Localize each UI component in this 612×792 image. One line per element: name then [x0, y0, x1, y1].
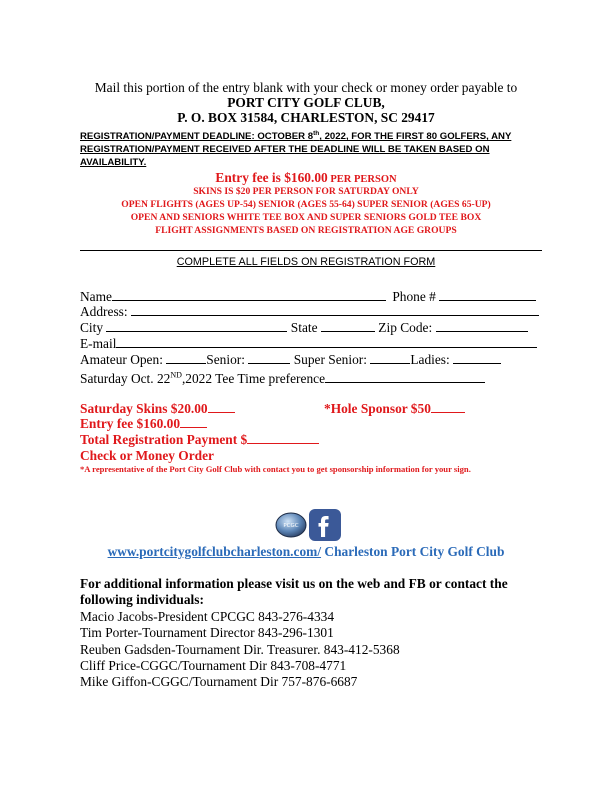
- zip-field[interactable]: [436, 320, 528, 332]
- divider: [80, 250, 542, 251]
- flight-assignments-note: FLIGHT ASSIGNMENTS BASED ON REGISTRATION AGE GROUPS: [155, 225, 457, 236]
- entry-fee-row: [80, 416, 207, 431]
- tee-time-field[interactable]: [325, 371, 485, 383]
- amateur-open-label: Amateur Open:: [80, 352, 163, 367]
- club-address: P. O. BOX 31584, CHARLESTON, SC 29417: [177, 110, 435, 125]
- hole-sponsor-label: *Hole Sponsor $50: [324, 401, 431, 416]
- entry-fee-heading: Entry fee is $160.00 PER PERSON: [215, 170, 397, 185]
- super-senior-label: Super Senior:: [293, 352, 367, 367]
- address-field[interactable]: [131, 304, 539, 316]
- hole-sponsor-row: [324, 401, 465, 416]
- city-label: City: [80, 320, 104, 335]
- contact-intro: For additional information please visit us on the web and FB or contact the following individuals:: [80, 576, 508, 607]
- city-row: [80, 320, 528, 335]
- facebook-icon[interactable]: [309, 509, 341, 546]
- phone-label: Phone #: [392, 289, 436, 304]
- contact-list: [80, 609, 400, 690]
- tee-time-label: Saturday Oct. 22ND,2022 Tee Time preference: [80, 371, 326, 387]
- city-field[interactable]: [106, 320, 287, 332]
- address-row: [80, 304, 539, 319]
- form-heading: COMPLETE ALL FIELDS ON REGISTRATION FORM: [176, 256, 436, 268]
- name-field[interactable]: [112, 289, 386, 301]
- category-row: [80, 352, 501, 367]
- contact-item: Mike Giffon-CGGC/Tournament Dir 757-876-6687: [80, 674, 358, 690]
- email-row: [80, 336, 537, 351]
- sponsorship-note: *A representative of the Port City Golf Club with contact you to get sponsorship information for your sign.: [80, 464, 471, 474]
- senior-label: Senior:: [206, 352, 245, 367]
- club-logo-icon[interactable]: [275, 509, 307, 544]
- club-name: PORT CITY GOLF CLUB,: [227, 95, 385, 110]
- name-row: [80, 289, 536, 304]
- contact-item: Tim Porter-Tournament Director 843-296-1301: [80, 625, 334, 641]
- intro-text: Mail this portion of the entry blank with your check or money order payable to: [94, 80, 518, 95]
- skins-payment-label: Saturday Skins $20.00: [80, 401, 208, 416]
- total-label: Total Registration Payment $: [80, 432, 248, 447]
- skins-note: SKINS IS $20 PER PERSON FOR SATURDAY ONLY: [193, 186, 419, 197]
- flights-note: OPEN FLIGHTS (AGES UP-54) SENIOR (AGES 55-64) SUPER SENIOR (AGES 65-UP): [121, 199, 491, 210]
- address-label: Address:: [80, 304, 128, 319]
- facebook-page-link[interactable]: Charleston Port City Golf Club: [321, 544, 505, 559]
- super-senior-field[interactable]: [370, 352, 410, 364]
- contact-item: Cliff Price-CGGC/Tournament Dir 843-708-4771: [80, 657, 347, 673]
- state-label: State: [290, 320, 318, 335]
- contact-item: Macio Jacobs-President CPCGC 843-276-4334: [80, 609, 335, 624]
- name-label: Name: [80, 289, 112, 304]
- entry-fee-label: Entry fee $160.00: [80, 416, 181, 431]
- skins-payment-field[interactable]: [208, 401, 235, 413]
- hole-sponsor-field[interactable]: [431, 401, 465, 413]
- website-link[interactable]: www.portcitygolfclubcharleston.com/: [107, 544, 322, 559]
- svg-text:PCGC: PCGC: [283, 523, 299, 529]
- deadline-notice: REGISTRATION/PAYMENT DEADLINE: OCTOBER 8th, 2022, FOR THE FIRST 80 GOLFERS, ANY REGISTRATION/PAYMENT RECEIVED AFTER THE DEADLINE WILL BE TAKEN BASED ON AVAILABILITY.: [80, 130, 512, 169]
- ladies-label: Ladies:: [410, 352, 450, 367]
- email-field[interactable]: [116, 336, 537, 348]
- email-label: E-mail: [80, 336, 117, 351]
- total-row: [80, 432, 319, 447]
- tee-box-note: OPEN AND SENIORS WHITE TEE BOX AND SUPER SENIORS GOLD TEE BOX: [130, 212, 482, 223]
- contact-item: Reuben Gadsden-Tournament Dir. Treasurer. 843-412-5368: [80, 641, 400, 657]
- phone-field[interactable]: [439, 289, 536, 301]
- payment-method: Check or Money Order: [80, 448, 215, 463]
- state-field[interactable]: [321, 320, 375, 332]
- amateur-open-field[interactable]: [166, 352, 206, 364]
- payment-row-1: [80, 401, 235, 416]
- senior-field[interactable]: [248, 352, 290, 364]
- total-field[interactable]: [247, 432, 319, 444]
- zip-label: Zip Code:: [378, 320, 433, 335]
- entry-fee-field[interactable]: [180, 416, 207, 428]
- ladies-field[interactable]: [453, 352, 501, 364]
- tee-time-row: [80, 368, 485, 386]
- web-links: [0, 544, 612, 560]
